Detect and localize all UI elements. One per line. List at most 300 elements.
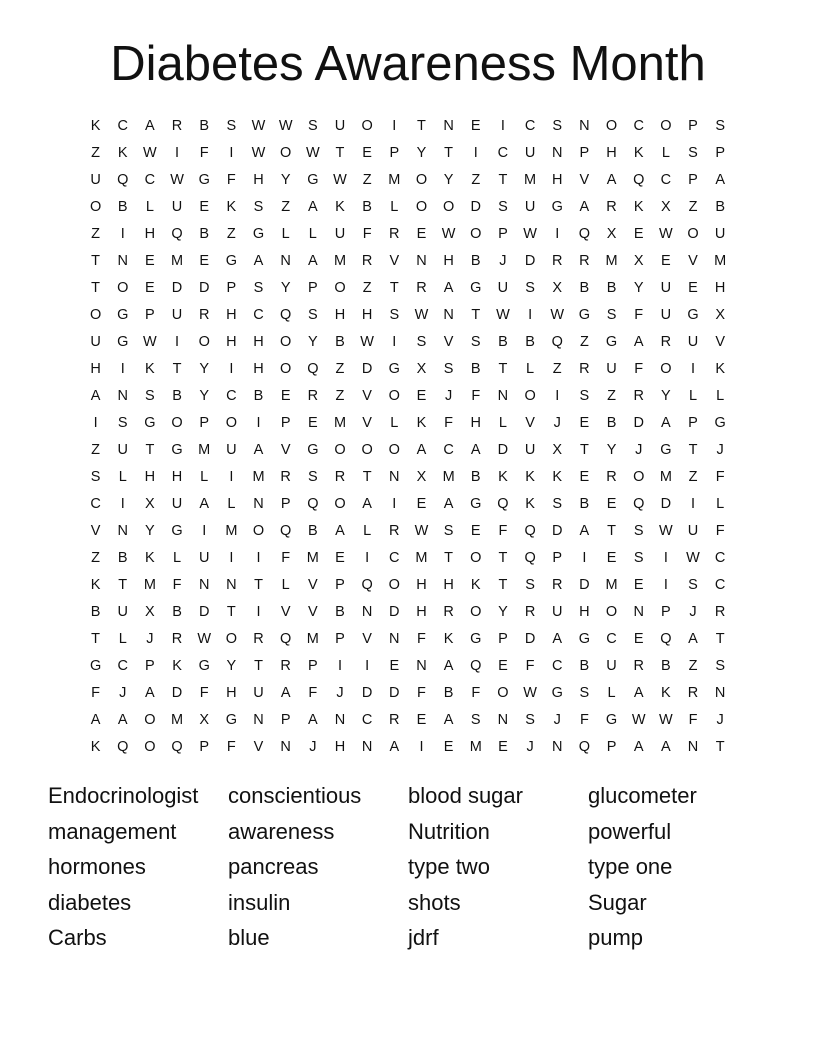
grid-letter: W (659, 523, 673, 539)
grid-letter: H (416, 604, 427, 620)
grid-row (82, 545, 734, 572)
grid-letter: B (117, 199, 128, 215)
grid-letter: O (470, 550, 482, 566)
grid-letter: E (145, 253, 155, 269)
grid-letter: F (226, 739, 236, 755)
grid-letter: P (389, 145, 400, 161)
grid-letter: G (225, 712, 237, 728)
grid-letter: P (335, 577, 345, 593)
grid-letter: A (199, 496, 210, 512)
grid-letter: R (633, 388, 644, 404)
grid-letter: R (606, 199, 617, 215)
grid-letter: D (470, 199, 481, 215)
grid-letter: B (470, 469, 481, 485)
grid-letter: Q (660, 631, 672, 647)
grid-row (82, 140, 734, 167)
grid-letter: E (335, 550, 345, 566)
grid-letter: D (389, 685, 400, 701)
grid-letter: E (633, 226, 644, 242)
grid-letter: R (416, 280, 427, 296)
grid-letter: I (528, 307, 533, 323)
grid-letter: O (470, 604, 482, 620)
grid-letter: B (579, 658, 590, 674)
grid-letter: K (661, 685, 671, 701)
grid-letter: M (388, 172, 401, 188)
grid-letter: K (90, 118, 101, 134)
grid-letter: K (715, 361, 725, 377)
grid-letter: R (687, 685, 699, 701)
grid-letter: O (252, 523, 265, 539)
grid-letter: L (607, 685, 616, 701)
grid-letter: J (553, 415, 561, 431)
grid-letter: U (714, 226, 726, 242)
grid-letter: W (333, 172, 347, 188)
grid-row (82, 680, 734, 707)
grid-letter: O (633, 469, 645, 485)
grid-letter: N (226, 577, 237, 593)
grid-letter: J (553, 712, 561, 728)
grid-letter: V (443, 334, 454, 350)
grid-letter: U (687, 523, 699, 539)
grid-letter: C (497, 145, 509, 161)
grid-row (82, 518, 734, 545)
grid-letter: B (470, 253, 481, 269)
word-bank-item: pancreas (228, 854, 319, 880)
grid-letter: T (607, 523, 616, 539)
grid-letter: A (362, 496, 372, 512)
grid-letter: A (145, 118, 155, 134)
grid-letter: H (90, 361, 101, 377)
grid-letter: U (90, 334, 101, 350)
grid-letter: M (605, 577, 618, 593)
grid-letter: U (660, 280, 672, 296)
grid-letter: P (661, 604, 671, 620)
grid-letter: Q (117, 172, 129, 188)
grid-letter: Y (199, 361, 210, 377)
grid-letter: R (633, 658, 644, 674)
grid-letter: A (552, 631, 563, 647)
grid-letter: E (362, 145, 372, 161)
grid-letter: I (392, 118, 397, 134)
grid-letter: C (714, 577, 726, 593)
grid-letter: S (525, 712, 535, 728)
grid-letter: G (307, 442, 319, 458)
grid-letter: T (254, 658, 263, 674)
grid-letter: A (633, 685, 644, 701)
grid-letter: T (688, 442, 698, 458)
grid-letter: O (388, 577, 400, 593)
grid-letter: B (199, 226, 210, 242)
grid-letter: Y (307, 334, 318, 350)
grid-letter: M (252, 469, 265, 485)
grid-letter: T (444, 550, 454, 566)
grid-letter: X (715, 307, 725, 323)
grid-letter: Z (226, 226, 236, 242)
grid-letter: Q (633, 172, 645, 188)
grid-letter: W (686, 550, 700, 566)
grid-letter: Q (280, 523, 292, 539)
grid-letter: K (90, 739, 101, 755)
grid-letter: Z (91, 226, 100, 242)
grid-letter: B (606, 415, 617, 431)
grid-letter: D (579, 577, 590, 593)
grid-letter: Z (688, 658, 698, 674)
grid-letter: K (498, 469, 508, 485)
grid-letter: I (419, 739, 424, 755)
grid-letter: S (552, 496, 563, 512)
grid-letter: R (307, 388, 319, 404)
grid-letter: C (226, 388, 237, 404)
grid-letter: W (360, 334, 374, 350)
grid-letter: W (170, 172, 184, 188)
grid-letter: I (337, 658, 342, 674)
grid-letter: U (117, 604, 128, 620)
grid-letter: L (308, 226, 317, 242)
grid-letter: P (307, 280, 318, 296)
grid-letter: P (145, 307, 155, 323)
grid-row (82, 221, 734, 248)
grid-letter: M (333, 415, 347, 431)
grid-letter: L (526, 361, 535, 377)
grid-letter: A (633, 334, 644, 350)
grid-letter: G (171, 523, 183, 539)
grid-letter: E (498, 739, 508, 755)
grid-letter: Y (280, 280, 291, 296)
grid-letter: M (605, 253, 618, 269)
grid-letter: T (715, 739, 725, 755)
grid-letter: F (715, 469, 725, 485)
grid-letter: Q (578, 226, 591, 242)
grid-letter: Z (335, 361, 345, 377)
grid-letter: H (144, 226, 156, 242)
grid-letter: G (198, 172, 210, 188)
grid-letter: N (633, 604, 644, 620)
grid-letter: V (90, 523, 101, 539)
grid-letter: Z (362, 172, 372, 188)
grid-letter: H (253, 334, 264, 350)
grid-letter: G (605, 712, 618, 728)
grid-letter: O (334, 442, 346, 458)
grid-letter: T (91, 631, 100, 647)
grid-letter: X (145, 496, 155, 512)
grid-letter: I (500, 118, 505, 134)
grid-letter: D (660, 496, 672, 512)
grid-letter: G (307, 172, 319, 188)
grid-row (82, 599, 734, 626)
grid-letter: U (90, 172, 101, 188)
grid-letter: L (281, 226, 290, 242)
grid-letter: T (226, 604, 236, 620)
grid-letter: A (470, 442, 481, 458)
grid-letter: L (281, 577, 290, 593)
grid-letter: U (171, 307, 183, 323)
grid-letter: F (281, 550, 291, 566)
grid-letter: C (361, 712, 373, 728)
grid-letter: R (660, 334, 672, 350)
grid-letter: Q (524, 523, 536, 539)
grid-letter: M (333, 253, 347, 269)
grid-row (82, 572, 734, 599)
grid-letter: T (254, 577, 263, 593)
grid-letter: B (579, 280, 590, 296)
grid-letter: R (389, 712, 400, 728)
grid-letter: C (389, 550, 400, 566)
grid-letter: T (417, 118, 426, 134)
grid-letter: D (633, 415, 644, 431)
grid-letter: W (143, 145, 157, 161)
grid-letter: S (498, 199, 508, 215)
grid-letter: N (497, 712, 509, 728)
grid-letter: U (524, 145, 536, 161)
grid-letter: A (443, 280, 454, 296)
grid-letter: K (633, 145, 644, 161)
grid-letter: K (145, 550, 155, 566)
grid-letter: F (471, 685, 481, 701)
grid-letter: A (145, 685, 155, 701)
grid-letter: U (253, 685, 264, 701)
grid-letter: B (443, 685, 454, 701)
grid-letter: X (552, 442, 563, 458)
grid-letter: F (91, 685, 100, 701)
grid-letter: W (659, 712, 673, 728)
grid-letter: G (605, 334, 618, 350)
grid-letter: C (714, 550, 726, 566)
grid-letter: Z (688, 199, 698, 215)
grid-letter: S (688, 145, 698, 161)
grid-letter: U (171, 496, 183, 512)
grid-letter: B (172, 388, 182, 404)
grid-letter: O (660, 361, 672, 377)
grid-letter: S (633, 523, 644, 539)
grid-letter: B (335, 334, 345, 350)
grid-letter: P (606, 739, 617, 755)
grid-letter: F (579, 712, 589, 728)
grid-letter: N (497, 388, 509, 404)
grid-letter: V (715, 334, 725, 350)
grid-letter: S (253, 199, 264, 215)
grid-letter: R (389, 226, 400, 242)
grid-letter: B (715, 199, 725, 215)
grid-letter: Q (280, 631, 292, 647)
grid-letter: O (198, 334, 210, 350)
grid-letter: O (334, 280, 346, 296)
grid-letter: N (117, 388, 128, 404)
grid-letter: Q (470, 658, 482, 674)
grid-letter: R (524, 604, 536, 620)
word-bank-item: Carbs (48, 925, 107, 951)
grid-letter: W (659, 226, 673, 242)
grid-letter: I (229, 469, 234, 485)
grid-row (82, 302, 734, 329)
grid-letter: U (551, 604, 563, 620)
grid-letter: K (172, 658, 182, 674)
grid-letter: G (470, 631, 482, 647)
grid-letter: A (307, 253, 318, 269)
grid-letter: P (335, 631, 345, 647)
grid-letter: R (443, 604, 454, 620)
grid-letter: Y (199, 388, 210, 404)
grid-letter: D (198, 604, 210, 620)
grid-letter: Q (171, 226, 183, 242)
grid-letter: N (117, 523, 128, 539)
grid-letter: W (305, 145, 320, 161)
grid-letter: X (416, 469, 427, 485)
grid-letter: L (363, 523, 372, 539)
grid-letter: E (579, 415, 590, 431)
grid-letter: L (200, 469, 209, 485)
grid-letter: S (715, 658, 725, 674)
grid-letter: I (256, 604, 261, 620)
grid-letter: M (198, 442, 211, 458)
grid-letter: G (551, 199, 563, 215)
grid-letter: F (172, 577, 182, 593)
grid-letter: S (606, 307, 617, 323)
grid-letter: A (307, 712, 318, 728)
grid-letter: H (714, 280, 726, 296)
grid-letter: I (256, 415, 261, 431)
grid-letter: T (498, 550, 508, 566)
grid-letter: I (202, 523, 207, 539)
grid-letter: Z (579, 334, 589, 350)
grid-letter: F (525, 658, 535, 674)
grid-letter: C (633, 118, 644, 134)
grid-letter: G (578, 307, 591, 323)
grid-letter: K (117, 145, 128, 161)
grid-letter: K (335, 199, 345, 215)
grid-letter: T (444, 145, 454, 161)
grid-letter: Q (171, 739, 183, 755)
grid-letter: N (551, 145, 563, 161)
grid-letter: S (443, 361, 454, 377)
grid-letter: Y (226, 658, 237, 674)
grid-letter: N (551, 739, 563, 755)
grid-letter: R (579, 361, 590, 377)
grid-letter: N (117, 253, 128, 269)
grid-letter: I (175, 145, 180, 161)
grid-letter: W (278, 118, 293, 134)
word-bank-item: Nutrition (408, 818, 490, 844)
grid-letter: N (416, 253, 427, 269)
grid-letter: Q (280, 307, 292, 323)
grid-letter: Z (688, 469, 698, 485)
grid-letter: F (417, 631, 426, 647)
grid-letter: X (416, 361, 427, 377)
grid-letter: B (362, 199, 372, 215)
grid-letter: N (389, 469, 400, 485)
grid-letter: D (524, 253, 536, 269)
grid-letter: R (171, 631, 183, 647)
grid-letter: G (171, 442, 183, 458)
grid-letter: O (89, 199, 102, 215)
grid-letter: H (226, 307, 237, 323)
grid-letter: F (308, 685, 318, 701)
grid-letter: S (552, 118, 563, 134)
grid-letter: K (90, 577, 101, 593)
grid-letter: A (307, 199, 318, 215)
grid-letter: B (172, 604, 182, 620)
grid-letter: O (225, 631, 237, 647)
grid-letter: O (687, 226, 699, 242)
grid-letter: N (198, 577, 210, 593)
grid-letter: R (606, 469, 617, 485)
grid-letter: O (280, 145, 292, 161)
grid-letter: A (443, 496, 454, 512)
grid-letter: P (498, 226, 508, 242)
grid-letter: J (119, 685, 127, 701)
grid-letter: S (307, 118, 318, 134)
grid-letter: B (335, 604, 345, 620)
grid-letter: L (145, 199, 154, 215)
grid-letter: F (444, 415, 454, 431)
grid-letter: U (524, 442, 536, 458)
grid-letter: I (691, 496, 696, 512)
grid-letter: W (414, 523, 429, 539)
grid-letter: C (117, 118, 128, 134)
grid-letter: P (579, 145, 590, 161)
grid-letter: R (579, 253, 590, 269)
grid-letter: Z (281, 199, 291, 215)
grid-letter: O (171, 415, 183, 431)
word-bank-item: type one (588, 854, 673, 880)
grid-letter: U (497, 280, 509, 296)
grid-letter: G (388, 361, 400, 377)
grid-letter: V (280, 604, 291, 620)
grid-letter: C (90, 496, 101, 512)
grid-letter: B (307, 523, 318, 539)
grid-letter: D (171, 280, 183, 296)
grid-letter: V (525, 415, 535, 431)
grid-letter: I (93, 415, 98, 431)
grid-letter: X (606, 226, 617, 242)
grid-letter: W (197, 631, 212, 647)
grid-row (82, 113, 734, 140)
grid-letter: U (334, 226, 346, 242)
grid-letter: P (688, 118, 698, 134)
grid-letter: G (470, 496, 482, 512)
grid-letter: A (335, 523, 345, 539)
grid-letter: G (89, 658, 102, 674)
word-bank-item: management (48, 818, 177, 844)
grid-letter: L (390, 415, 399, 431)
grid-letter: H (443, 577, 454, 593)
grid-letter: U (606, 361, 617, 377)
grid-row (82, 437, 734, 464)
grid-letter: F (471, 388, 481, 404)
grid-letter: S (117, 415, 128, 431)
grid-letter: A (633, 739, 644, 755)
grid-letter: W (631, 712, 646, 728)
grid-letter: P (226, 280, 237, 296)
grid-letter: E (416, 496, 427, 512)
grid-letter: E (470, 523, 481, 539)
grid-letter: J (716, 712, 724, 728)
grid-letter: T (91, 280, 100, 296)
grid-letter: E (416, 388, 427, 404)
grid-letter: W (251, 145, 266, 161)
grid-letter: L (661, 145, 670, 161)
grid-letter: Y (606, 442, 617, 458)
grid-letter: A (280, 685, 291, 701)
grid-letter: Y (416, 145, 427, 161)
grid-letter: M (524, 172, 537, 188)
grid-letter: T (498, 577, 508, 593)
grid-letter: S (90, 469, 101, 485)
grid-letter: N (714, 685, 726, 701)
grid-letter: G (714, 415, 726, 431)
grid-letter: A (90, 388, 101, 404)
grid-letter: D (551, 523, 563, 539)
grid-letter: P (199, 415, 210, 431)
